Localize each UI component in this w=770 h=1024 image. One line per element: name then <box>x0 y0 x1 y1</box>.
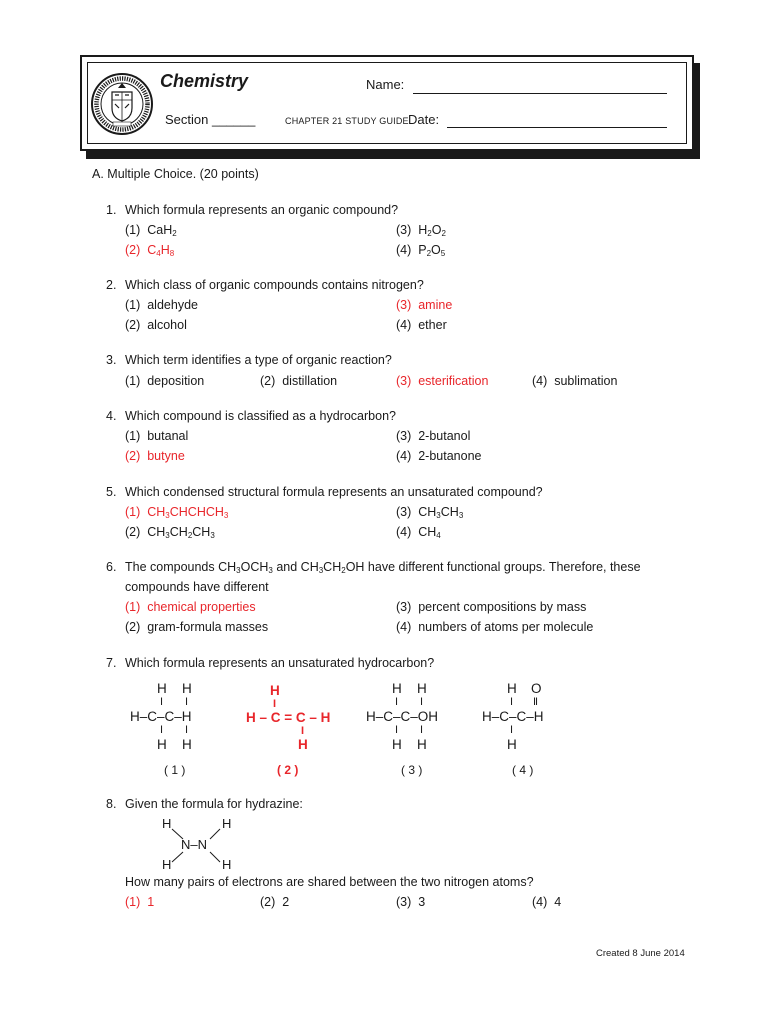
q1-option-2-answer: (2) $C_4H_8$ <box>125 243 175 258</box>
q6-number: 6. <box>106 560 117 574</box>
q6-option-1-answer: (1) chemical properties <box>125 600 256 614</box>
q8-option-2: (2) 2 <box>260 895 290 909</box>
q7-number: 7. <box>106 656 117 670</box>
q1-text: Which formula represents an organic compound? <box>125 203 399 217</box>
q1-option-4: (4) $P_2O_5$ <box>396 243 446 258</box>
q8-text-line-2: How many pairs of electrons are shared between the two nitrogen atoms? <box>125 875 534 889</box>
q6-text: The compounds $CH_3OCH_3$ and $CH_3CH_2OH$ have different functional groups. Therefore, these <box>125 560 641 575</box>
q6-option-3: (3) percent compositions by mass <box>396 600 587 614</box>
q8-option-3: (3) 3 <box>396 895 426 909</box>
q4-option-3: (3) 2-butanol <box>396 429 471 443</box>
q3-option-3-answer: (3) esterification <box>396 374 489 388</box>
q4-option-4: (4) 2-butanone <box>396 449 482 463</box>
chapter-label: CHAPTER 21 STUDY GUIDE <box>285 116 409 126</box>
hydrazine-structure: H H N–N H H <box>158 816 238 876</box>
q6-option-2: (2) gram-formula masses <box>125 620 269 634</box>
q6-option-4: (4) numbers of atoms per molecule <box>396 620 594 634</box>
q3-option-1: (1) deposition <box>125 374 205 388</box>
q3-number: 3. <box>106 353 117 367</box>
q1-option-1: (1) CaH$_2$ <box>125 223 177 238</box>
q3-option-2: (2) distillation <box>260 374 338 388</box>
q8-number: 8. <box>106 797 117 811</box>
q5-text: Which condensed structural formula represents an unsaturated compound? <box>125 485 543 499</box>
section-heading: A. Multiple Choice. (20 points) <box>92 167 259 181</box>
q2-option-3-answer: (3) amine <box>396 298 453 312</box>
name-field-line[interactable] <box>413 93 667 94</box>
page-title: Chemistry <box>160 71 249 91</box>
q8-option-4: (4) 4 <box>532 895 562 909</box>
q5-option-4: (4) $CH_4$ <box>396 525 441 540</box>
date-field-line[interactable] <box>447 127 667 128</box>
q4-option-2-answer: (2) butyne <box>125 449 185 463</box>
q4-number: 4. <box>106 409 117 423</box>
q7-text: Which formula represents an unsaturated hydrocarbon? <box>125 656 435 670</box>
section-label: Section ______ <box>165 112 256 127</box>
footer-created-date: Created 8 June 2014 <box>596 948 685 959</box>
structure-1-label: ( 1 ) <box>164 763 186 777</box>
q2-option-4: (4) ether <box>396 318 447 332</box>
q2-option-2: (2) alcohol <box>125 318 187 332</box>
q1-option-3: (3) $H_2O_2$ <box>396 223 446 238</box>
name-label: Name: <box>366 77 405 92</box>
q8-text: Given the formula for hydrazine: <box>125 797 303 811</box>
q3-text: Which term identifies a type of organic reaction? <box>125 353 392 367</box>
structure-3-label: ( 3 ) <box>401 763 423 777</box>
q2-option-1: (1) aldehyde <box>125 298 198 312</box>
q3-option-4: (4) sublimation <box>532 374 618 388</box>
q5-number: 5. <box>106 485 117 499</box>
school-seal-icon <box>91 64 153 144</box>
q8-option-1-answer: (1) 1 <box>125 895 155 909</box>
q4-option-1: (1) butanal <box>125 429 189 443</box>
q4-text: Which compound is classified as a hydrocarbon? <box>125 409 396 423</box>
structure-4-label: ( 4 ) <box>512 763 534 777</box>
q5-option-3: (3) $CH_3CH_3$ <box>396 505 464 520</box>
structure-2-label-answer: ( 2 ) <box>277 763 299 777</box>
q6-text-line-2: compounds have different <box>125 580 269 594</box>
q5-option-2: (2) $CH_3CH_2CH_3$ <box>125 525 215 540</box>
q5-option-1-answer: (1) $CH_3CHCHCH_3$ <box>125 505 229 520</box>
q1-number: 1. <box>106 203 117 217</box>
header-box <box>80 55 694 151</box>
q2-text: Which class of organic compounds contains nitrogen? <box>125 278 424 292</box>
date-label: Date: <box>408 112 440 127</box>
q2-number: 2. <box>106 278 117 292</box>
